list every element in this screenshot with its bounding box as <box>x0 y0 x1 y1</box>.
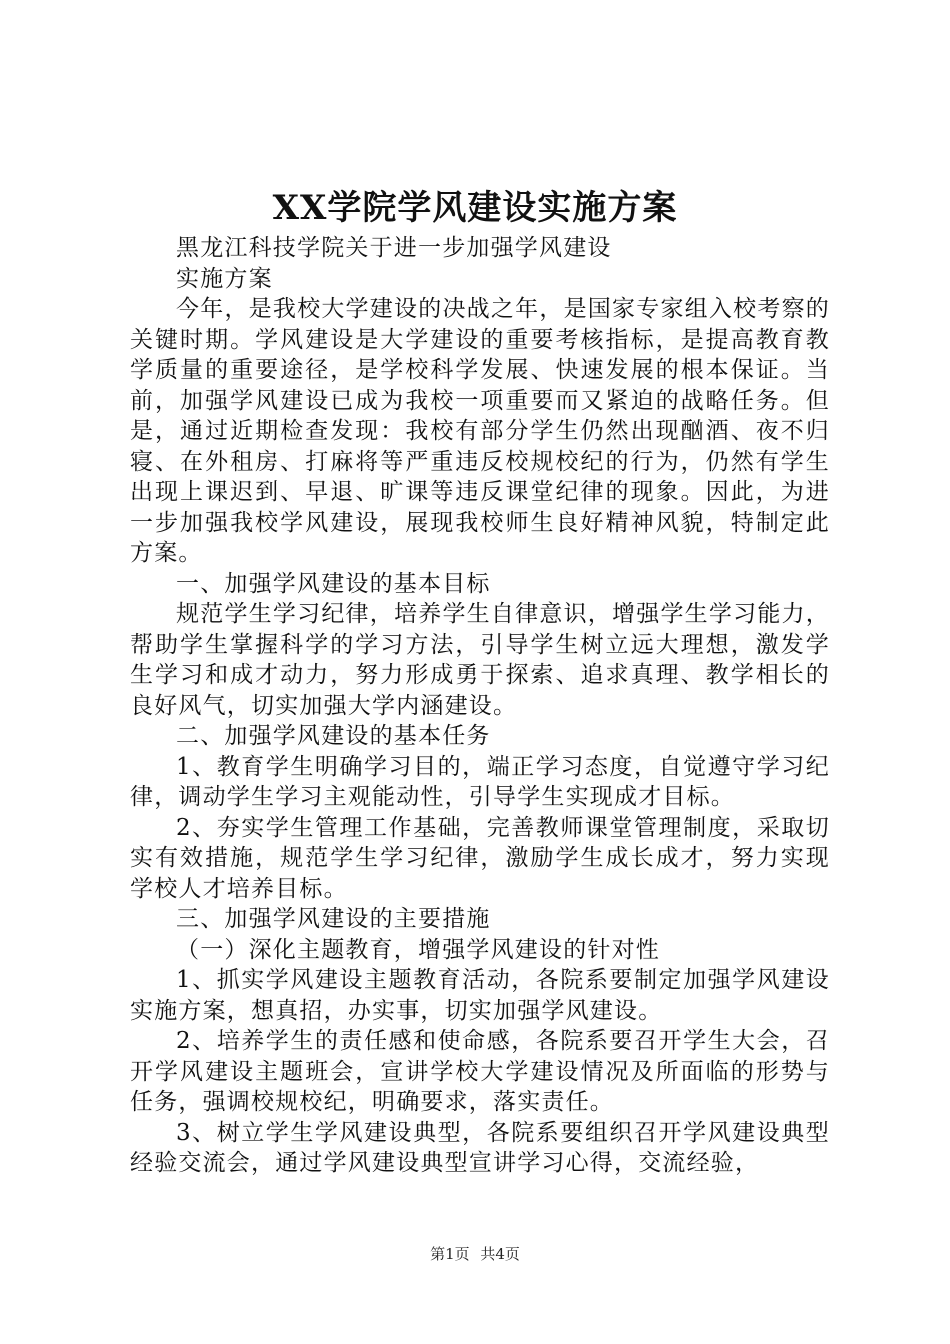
paragraph: 3、树立学生学风建设典型，各院系要组织召开学风建设典型经验交流会，通过学风建设典型宣讲学习心得，交流经验， <box>130 1119 830 1176</box>
page-total: 共4页 <box>480 1245 520 1263</box>
section-heading: 三、加强学风建设的主要措施 <box>176 906 491 932</box>
paragraph: 规范学生学习纪律，培养学生自律意识，增强学生学习能力，帮助学生掌握科学的学习方法，引导学生树立远大理想，激发学生学习和成才动力，努力形成勇于探索、追求真理、教学相长的良好风气，切实加强大学内涵建设。 <box>130 601 830 719</box>
section-heading: 一、加强学风建设的基本目标 <box>176 570 491 597</box>
document-title: XX学院学风建设实施方案 <box>272 188 678 228</box>
paragraph: 2、培养学生的责任感和使命感，各院系要召开学生大会，召开学风建设主题班会，宣讲学校大学建设情况及所面临的形势与任务，强调校规校纪，明确要求，落实责任。 <box>130 1028 830 1115</box>
document-body <box>130 233 830 1179</box>
page-footer <box>0 1244 950 1264</box>
page-number: 第1页 <box>430 1245 470 1263</box>
subsection-heading: （一）深化主题教育，增强学风建设的针对性 <box>176 936 660 963</box>
paragraph: 1、抓实学风建设主题教育活动，各院系要制定加强学风建设实施方案，想真招，办实事，切实加强学风建设。 <box>130 967 830 1024</box>
paragraph: 实施方案 <box>176 265 273 292</box>
paragraph: 2、夯实学生管理工作基础，完善教师课堂管理制度，采取切实有效措施，规范学生学习纪律，激励学生成长成才，努力实现学校人才培养目标。 <box>130 814 830 902</box>
paragraph: 1、教育学生明确学习目的，端正学习态度，自觉遵守学习纪律，调动学生学习主观能动性，引导学生实现成才目标。 <box>130 753 830 810</box>
section-heading: 二、加强学风建设的基本任务 <box>176 723 491 749</box>
paragraph: 今年，是我校大学建设的决战之年，是国家专家组入校考察的关键时期。学风建设是大学建设的重要考核指标，是提高教育教学质量的重要途径，是学校科学发展、快速发展的根本保证。当前，加强学风建设已成为我校一项重要而又紧迫的战略任务。但是，通过近期检查发现：我校有部分学生仍然出现酗酒、夜不归寝、在外租房、打麻将等严重违反校规校纪的行为，仍然有学生出现上课迟到、早退、旷课等违反课堂纪律的现象。因此，为进一步加强我校学风建设，展现我校师生良好精神风貌，特制定此方案。 <box>130 296 830 566</box>
paragraph: 黑龙江科技学院关于进一步加强学风建设 <box>176 235 612 261</box>
